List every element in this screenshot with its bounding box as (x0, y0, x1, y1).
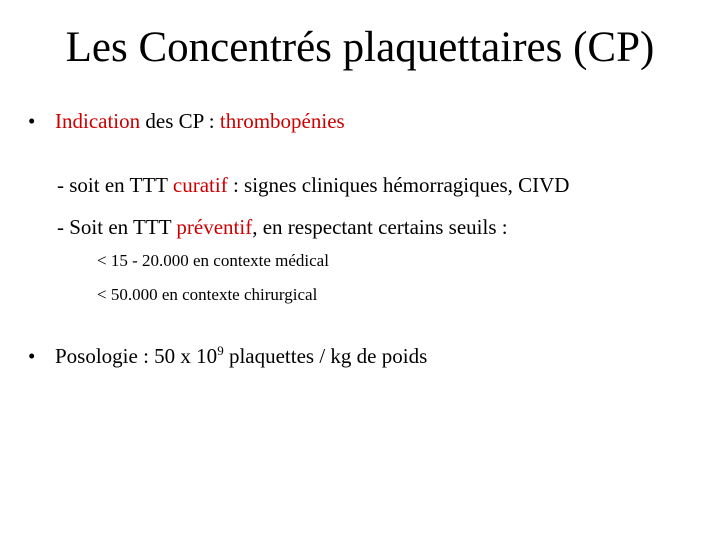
preventif-text: , en respectant certains seuils : (252, 215, 508, 239)
curatif-text: : signes cliniques hémorragiques, CIVD (227, 173, 570, 197)
preventif-label: préventif (176, 215, 253, 239)
posologie-unit: plaquettes / kg de poids (223, 344, 428, 368)
posologie-text: Posologie : 50 x 10 (55, 344, 218, 368)
bullet-indication (28, 108, 345, 134)
sub-item-preventif (57, 214, 508, 240)
threshold-surgical: < 50.000 en contexte chirurgical (97, 285, 318, 304)
slide-title: Les Concentrés plaquettaires (CP) (65, 24, 655, 71)
preventif-prefix: - Soit en TTT (57, 215, 177, 239)
bullet-marker: • (28, 109, 36, 133)
indication-text: des CP : (140, 109, 220, 133)
bullet-posologie (28, 343, 427, 369)
curatif-prefix: - soit en TTT (57, 173, 173, 197)
sub-item-curatif (57, 172, 569, 198)
thrombopenies-label: thrombopénies (219, 109, 345, 133)
curatif-label: curatif (172, 173, 228, 197)
threshold-medical: < 15 - 20.000 en contexte médical (97, 251, 329, 270)
posologie-exponent: 9 (217, 343, 224, 358)
indication-label: Indication (55, 109, 141, 133)
bullet-marker: • (28, 344, 36, 368)
